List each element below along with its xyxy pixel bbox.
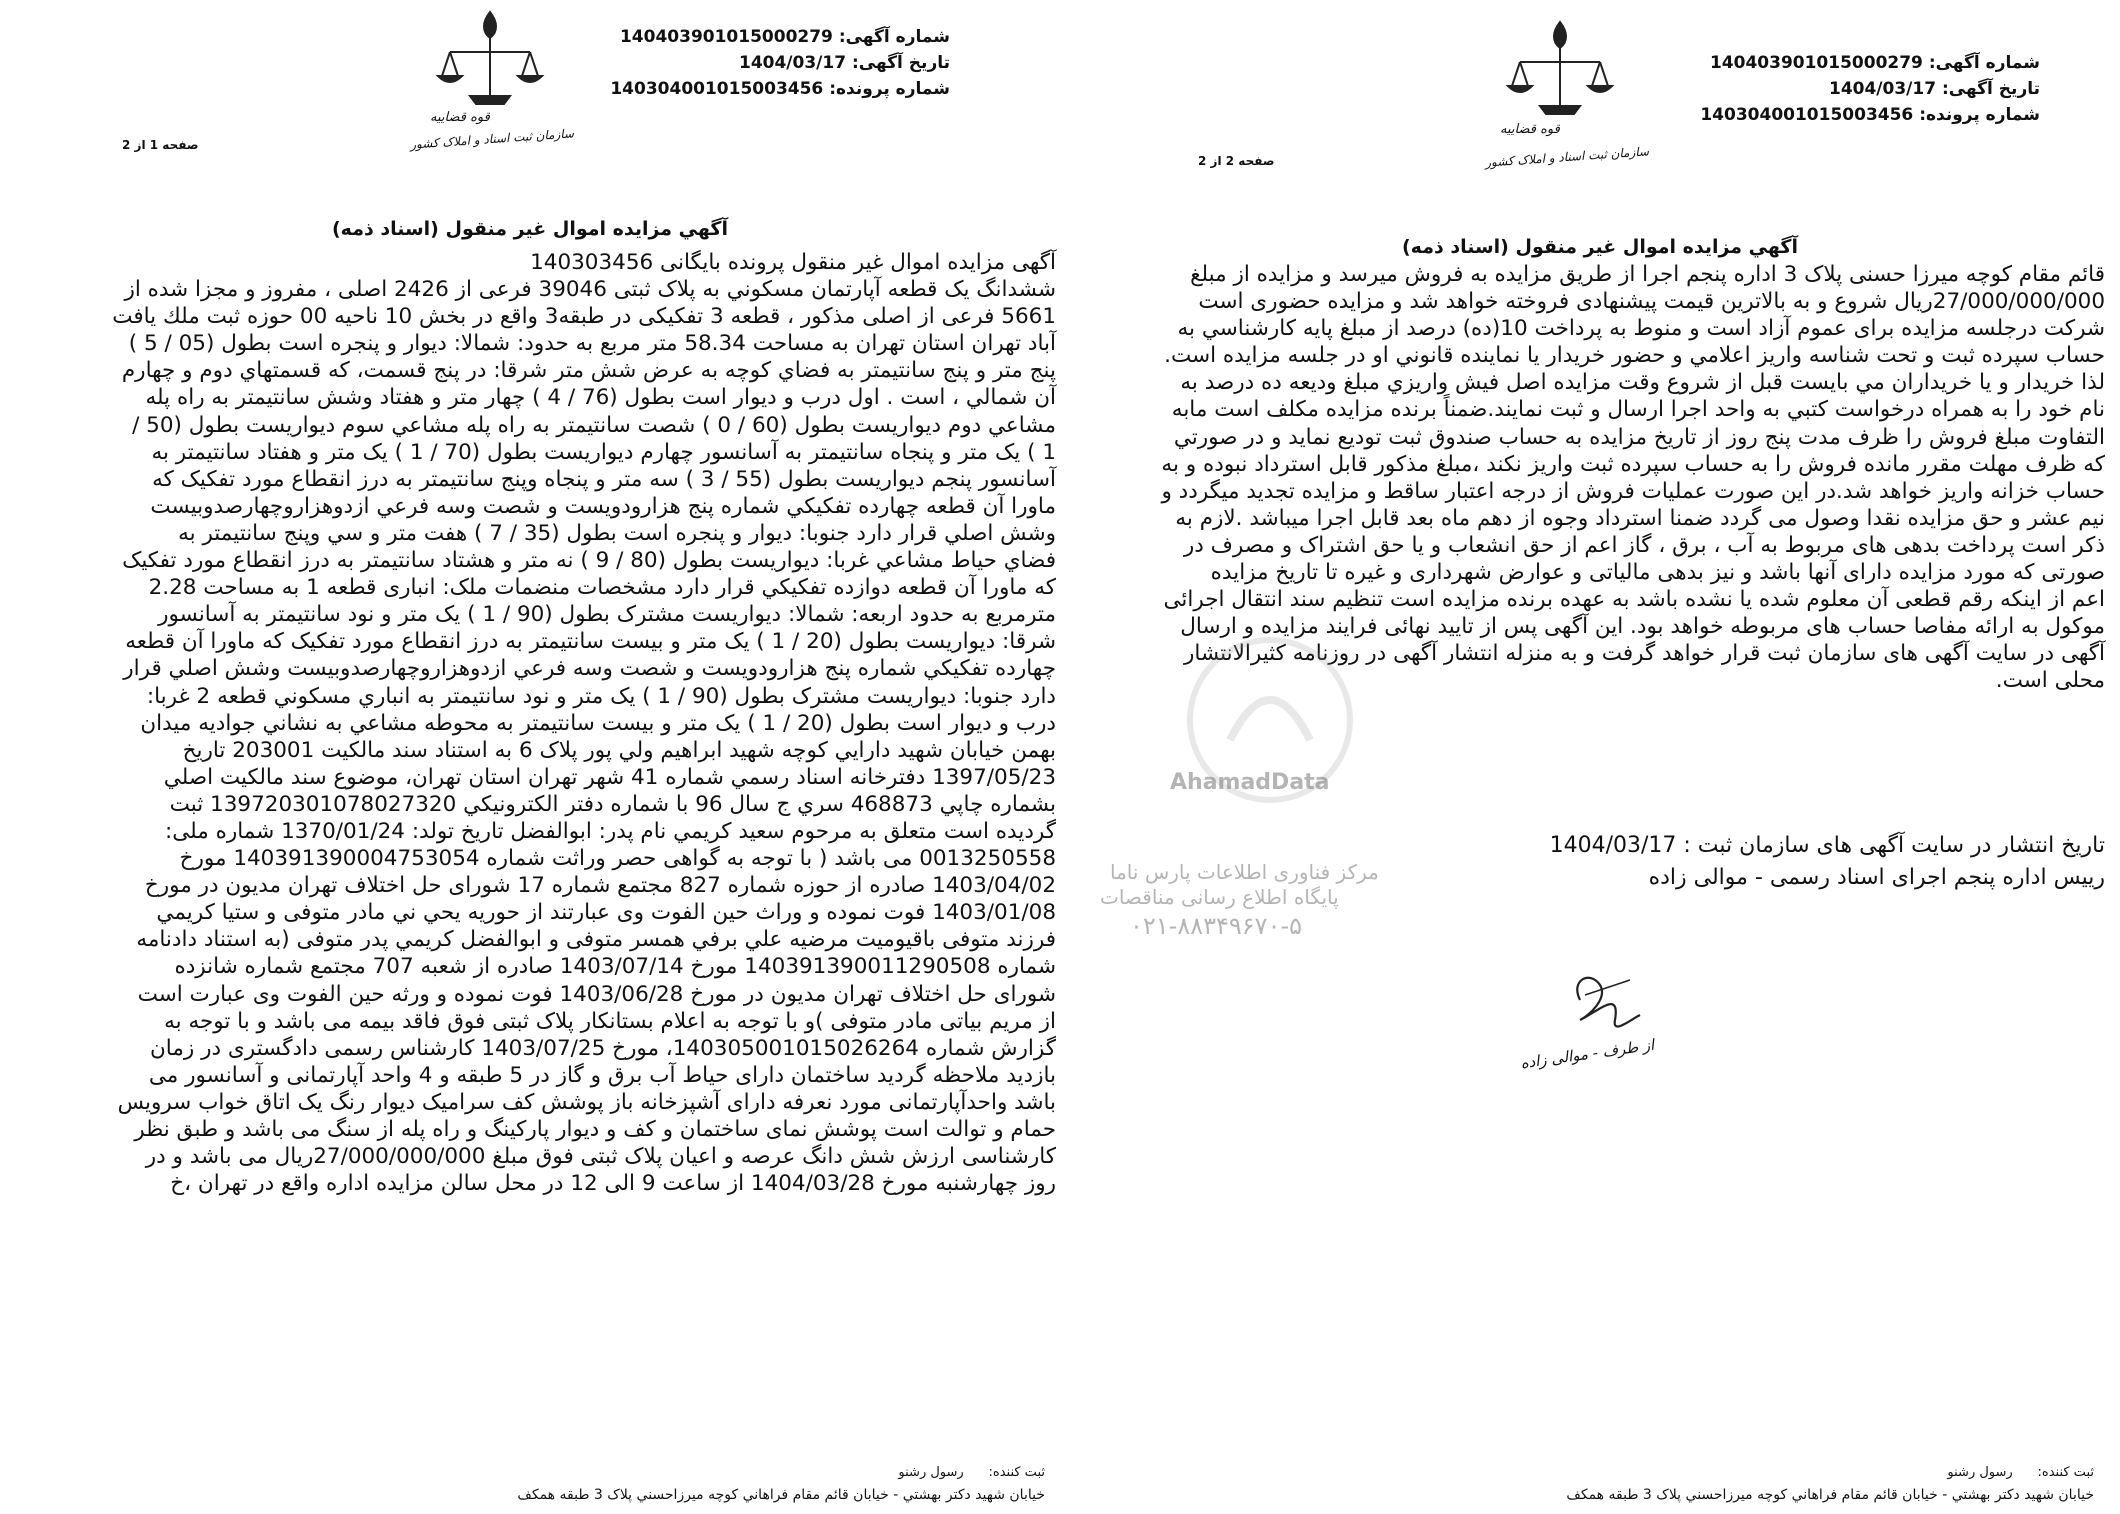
- body-line: صورتی که مورد مزايده دارای آنها باشد و نيز بدهی مالياتی و عوارض شهرداری و غيره تا تاريخ مزايده: [1210, 560, 2105, 586]
- body-line: که ماورا آن قطعه دوازده تفکيکي قرار دارد مشخصات منضمات ملک: انباری قطعه 1 به مساحت 2.28: [148, 575, 1056, 601]
- body-line: روز چهارشنبه مورخ 1404/03/28 از ساعت 9 الی 12 در محل سالن مزايده اداره واقع در تهران ،خ: [170, 1171, 1056, 1197]
- body-line: پنج متر و پنج سانتيمتر به فضاي كوچه به عرض شش متر شرقا: در پنج قسمت، كه قسمتهاي دوم و چهارم: [121, 358, 1056, 384]
- notice-meta: [610, 24, 950, 102]
- judiciary-emblem-icon: [1490, 14, 1630, 164]
- body-line: گرديده است متعلق به مرحوم سعيد کريمي نام پدر: ابوالفضل تاريخ تولد: 1370/01/24 شماره ملی:: [164, 818, 1056, 844]
- body-line: کارشناسی ارزش شش دانگ عرصه و اعيان پلاک ثبتی فوق مبلغ 27/000/000/000ريال می باشد و در: [145, 1144, 1056, 1170]
- page-title: آگهي مزايده اموال غير منقول (اسناد ذمه): [331, 218, 728, 240]
- body-line: گزارش شماره 140305001015026264، مورخ 1403/07/25 کارشناس رسمی دادگستری در زمان: [150, 1035, 1056, 1061]
- body-line: باشد واحدآپارتمانی مورد نعرفه دارای آشپزخانه باز پوشش کف سراميک ديوار رنگ يک اتاق خواب سرويس: [117, 1089, 1056, 1115]
- file-number: 140304001015003456: [1700, 105, 1914, 125]
- body-line: ماورا آن قطعه چهارده تفکيکي شماره پنج هزارودويست و شصت وسه فرعي ازدوهزاروچهارصدوبيست: [150, 493, 1056, 519]
- body-line: ششدانگ يک قطعه آپارتمان مسکوني به پلاک ثبتی 39046 فرعی از 2426 اصلی ، مفروز و مجزا شده از: [124, 277, 1056, 303]
- publish-date-line: تاريخ انتشار در سايت آگهی های سازمان ثبت : 1404/03/17: [1549, 833, 2105, 858]
- body-line: آباد تهران استان تهران به مساحت 58.34 متر مربع به حدود: شمالا: ديوار و پنجره است بطول (05 / 5 ): [128, 331, 1056, 357]
- page-indicator: صفحه 1 از 2: [122, 138, 199, 152]
- watermark-title: AhamadData: [1170, 770, 1330, 795]
- office-address: خيابان شهيد دكتر بهشتي - خيابان قائم مقام فراهاني کوچه ميرزاحسني پلاک 3 طبقه همکف: [517, 1487, 1045, 1503]
- body-line: نام خود را به همراه درخواست کتبي به واحد اجرا ارسال و ثبت نمايند.ضمناً برنده مزايده مکلف است مابه: [1171, 397, 2105, 423]
- body-line: اعم از اينکه رقم قطعی آن معلوم شده يا نشده باشد به عهده برنده مزايده است تنظيم سند انتقال اجرائی: [1163, 587, 2105, 613]
- body-line: 0013250558 می باشد ( با توجه به گواهی حصر وراثت شماره 140391390004753054 مورخ: [179, 846, 1056, 872]
- ad-date-label: تاریخ آگهی:: [851, 53, 950, 73]
- registrar-name: رسول رشنو: [1947, 1465, 2013, 1480]
- emblem-caption-registry: سازمان ثبت اسناد و املاک کشور: [1484, 144, 1650, 170]
- body-line: آن شمالي ، است . اول درب و ديوار است بطول (76 / 4 ) چهار متر و هفتاد وشش سانتيمتر به راه پله: [145, 385, 1056, 411]
- notice-body-text: [8, 249, 1056, 1197]
- watermark-line-1: مرکز فناوری اطلاعات پارس ناما: [1110, 860, 1379, 884]
- body-line: فضاي حياط مشاعي غربا: ديواريست بطول (80 / 9 ) نه متر و هشتاد سانتيمتر به درز انقطاع مورد تفکيک: [122, 548, 1056, 574]
- body-line: 1403/01/08 فوت نموده و وراث حين الفوت وی عبارتند از حوريه يحي ني مادر متوفی و ستيا کريمي: [156, 900, 1056, 926]
- body-line: 1 ) يک متر و پنجاه سانتيمتر به آسانسور چهارم ديواريست بطول (70 / 1 ) يک متر و هفتاد سانتيمتر به: [151, 439, 1056, 465]
- body-line: از مريم بياتی مادر متوفی )و با توجه به اعلام بستانكار پلاک ثبتی فوق فاقد بيمه می باشد و با توجه به: [164, 1008, 1056, 1034]
- body-line: شورای حل اختلاف تهران مديون در مورخ 1403/06/28 فوت نموده و ورثه حين الفوت وی عبارت است: [137, 981, 1056, 1007]
- body-line: شرکت درجلسه مزايده برای عموم آزاد است و منوط به پرداخت 10(ده) درصد از مبلغ پايه کارشناسي به: [1177, 316, 2105, 342]
- body-line: وشش اصلي قرار دارد جنوبا: ديوار و پنجره است بطول (35 / 7 ) هفت متر و سي وپنج سانتيمتر به: [178, 520, 1056, 546]
- office-address: خيابان شهيد دكتر بهشتي - خيابان قائم مقام فراهاني کوچه ميرزاحسني پلاک 3 طبقه همکف: [1566, 1487, 2094, 1503]
- body-line: شماره 140391390011290508 مورخ 1403/07/14 صادره از شعبه 707 مجتمع شماره شانزده: [174, 954, 1056, 980]
- body-line: دارد جنوبا: ديواريست مشترک بطول (90 / 1 ) يک متر و نود سانتيمتر به انباري مسکوني قطعه 2 غربا:: [146, 683, 1056, 709]
- page-title: آگهي مزايده اموال غير منقول (اسناد ذمه): [1401, 236, 1798, 258]
- body-line: حساب سپرده ثبت و تحت شناسه واريز اعلامي و حضور خريدار يا نماينده قانوني او در جلسه مزايده است.: [1164, 343, 2105, 369]
- ad-date: 1404/03/17: [738, 53, 847, 73]
- body-line: حمام و توالت است پوشش نمای ساختمان و کف و ديوار پارکينگ و راه پله از سنگ می باشد و طبق نظر: [134, 1117, 1056, 1142]
- body-line: 1397/05/23 دفترخانه اسناد رسمي شماره 41 شهر تهران استان تهران، موضوع سند مالکيت اصلي: [163, 764, 1056, 790]
- notice-footer: [380, 1462, 1045, 1506]
- ad-number: 140403901015000279: [619, 27, 833, 47]
- page-indicator: صفحه 2 از 2: [1198, 154, 1275, 168]
- registrar-label: ثبت كننده:: [2037, 1465, 2094, 1480]
- body-line: آسانسور پنجم ديواريست بطول (55 / 3 ) سه متر و پنجاه وپنج سانتيمتر به درز انقطاع مورد تفکيک که: [152, 466, 1056, 492]
- notice-footer: [1090, 1462, 2094, 1506]
- body-line: ذکر است پرداخت بدهی های مربوط به آب ، برق ، گاز اعم از حق انشعاب و يا حق اشتراک و مصرف در: [1183, 532, 2105, 558]
- emblem-caption-judiciary: قوه قضاییه: [430, 110, 490, 125]
- body-line: حساب خزانه واريز خواهد شد.در اين صورت عمليات فروش از درجه اعتبار ساقط و مزايده تجديد ميگردد و: [1161, 478, 2105, 504]
- file-number: 140304001015003456: [610, 79, 824, 99]
- ad-number-label: شماره آگهی:: [1928, 53, 2040, 73]
- body-line: مترمربع به حدود اربعه: شمالا: ديواريست مشترک بطول (90 / 1 ) يک متر و نود سانتيمتر به آسانسور: [158, 602, 1056, 628]
- body-line: مشاعي دوم ديواريست بطول (60 / 0 ) شصت سانتيمتر به راه پله مشاعي سوم ديواريست بطول (50 /: [132, 412, 1056, 438]
- body-line: فرزند متوفی باقيوميت مرضيه علي برفي همسر متوفی و ابوالفضل کريمي پدر متوفی (به استناد دادنامه: [136, 927, 1056, 953]
- body-line: 5661 فرعی از اصلی مذکور ، قطعه 3 تفکیکی در طبقه3 واقع در بخش 10 ناحیه 00 حوزه ثبت ملك يافت: [112, 304, 1056, 330]
- official-line: رييس اداره پنجم اجرای اسناد رسمی - موالی زاده: [1648, 865, 2105, 890]
- notice-meta: [1700, 50, 2040, 128]
- registrar-label: ثبت كننده:: [988, 1465, 1045, 1480]
- body-line: آگهی مزایده اموال غیر منقول پرونده بایگانی 140303456: [530, 250, 1056, 275]
- body-line: بشماره چاپي 468873 سري ج سال 96 با شماره دفتر الکترونيکي 139720301078027320 ثبت: [169, 791, 1056, 817]
- emblem-caption-judiciary: قوه قضاییه: [1500, 122, 1560, 137]
- file-number-label: شماره پرونده:: [829, 79, 950, 99]
- emblem-caption-registry: سازمان ثبت اسناد و املاک کشور: [409, 126, 575, 152]
- body-line: موکول به ارائه مفاصا حساب های مربوطه خواهد بود. اين آگهی پس از تاييد نهائی فرايند مزايده و ارسال: [1180, 614, 2105, 640]
- body-line: محلی است.: [1995, 668, 2105, 694]
- body-line: 27/000/000/000ريال شروع و به بالاترين قيمت پيشنهادی فروخته خواهد شد و مزايده حضوری است: [1198, 289, 2105, 315]
- ad-date: 1404/03/17: [1828, 79, 1937, 99]
- body-line: که ظرف مهلت مقرر مانده فروش را به حساب سپرده ثبت واريز نکند ،مبلغ مذکور قابل استرداد نبوده و به: [1161, 451, 2105, 477]
- watermark-phone: ۰۲۱-۸۸۳۴۹۶۷۰-۵: [1130, 912, 1303, 940]
- body-line: آگهی در سايت آگهی های سازمان ثبت قرار خواهد گرفت و به منزله انتشار آگهی در روزنامه کثيرالانتشار: [1184, 641, 2105, 667]
- body-line: بازديد ملاحظه گرديد ساختمان دارای حياط آب برق و گاز در 5 طبقه و 4 واحد آپارتمانی و آسانسور می: [148, 1062, 1056, 1088]
- body-line: چهارده تفکيکي شماره پنج هزارودويست و شصت وسه فرعي ازدوهزاروچهارصدوبيست وشش اصلي قرار: [123, 656, 1056, 682]
- body-line: 1403/04/02 صادره از حوزه شماره 827 مجتمع شماره 17 شورای حل اختلاف تهران مديون در مورخ: [144, 873, 1056, 899]
- body-line: قائم مقام کوچه ميرزا حسنی پلاک 3 اداره پنجم اجرا از طريق مزايده به فروش ميرسد و مزايده از مبلغ: [1190, 262, 2105, 287]
- registrar-name: رسول رشنو: [898, 1465, 964, 1480]
- body-line: التفاوت مبلغ فروش را ظرف مدت پنج روز از تاريخ مزايده به حساب صندوق ثبت توديع نمايد و در صورتي: [1173, 424, 2105, 450]
- ad-date-label: تاریخ آگهی:: [1941, 79, 2040, 99]
- ad-number-label: شماره آگهی:: [838, 27, 950, 47]
- body-line: نيم عشر و حق مزايده نقدا وصول مى گردد ضمنا استرداد وجوه از دهم ماه بعد قابل اجرا ميباشد .لازم به: [1175, 505, 2105, 531]
- body-line: درب و ديوار است بطول (20 / 1 ) يک متر و بيست سانتيمتر به محوطه مشاعي به نشاني جواديه ميدان: [140, 710, 1056, 736]
- body-line: بهمن خيابان شهيد دارايي کوچه شهيد ابراهيم ولي پور پلاک 6 به استناد سند مالکيت 203001 تاريخ: [182, 737, 1056, 763]
- body-line: لذا خريدار و يا خريداران مي بايست قبل از شروع وقت مزايده اصل فيش واريزي مبلغ وديعه ده درصد به: [1180, 370, 2105, 396]
- signature-caption: از طرف - موالی زاده: [1519, 1035, 1656, 1073]
- watermark-line-2: پایگاه اطلاع رسانی مناقصات: [1100, 885, 1339, 909]
- ad-number: 140403901015000279: [1709, 53, 1923, 73]
- body-line: شرقا: ديواريست بطول (20 / 1 ) يک متر و بيست سانتيمتر به درز انقطاع مورد تفکيک که ماورا آن قطعه: [125, 629, 1056, 655]
- file-number-label: شماره پرونده:: [1919, 105, 2040, 125]
